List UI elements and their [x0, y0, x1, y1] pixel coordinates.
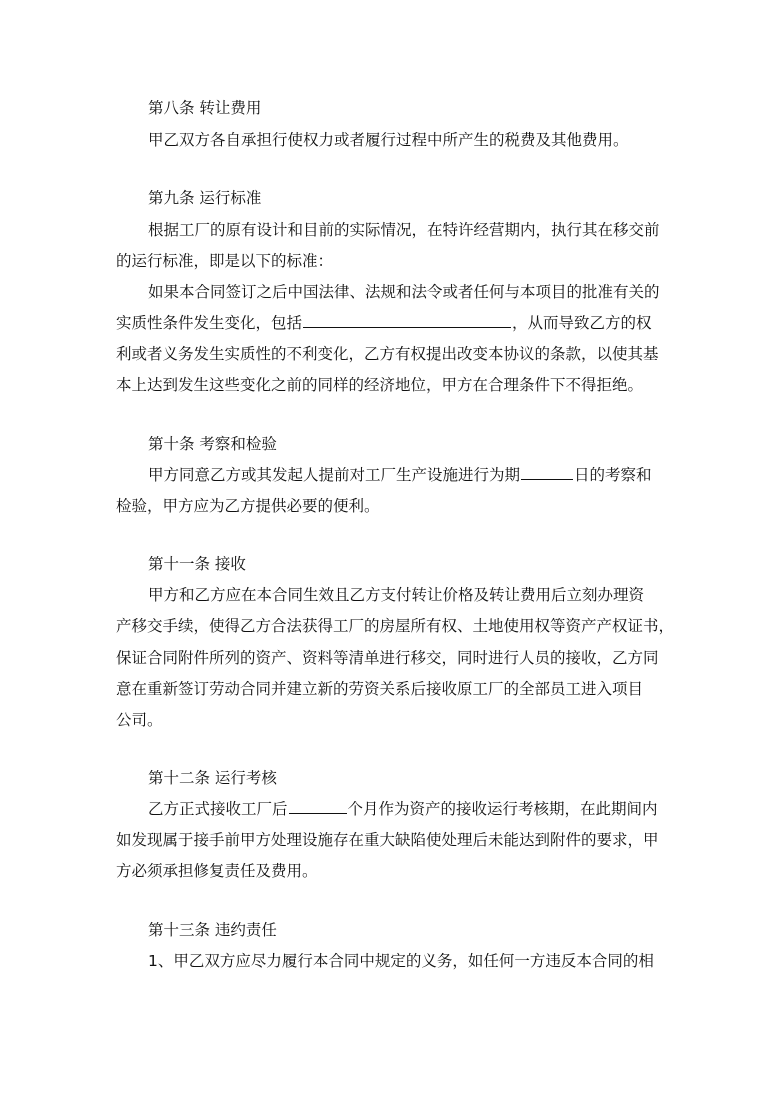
article-12-paragraph-line-3: 方必须承担修复责任及费用。 [116, 862, 318, 880]
article-8-paragraph: 甲乙双方各自承担行使权力或者履行过程中所产生的税费及其他费用。 [148, 131, 629, 149]
article-11-heading: 第十一条 接收 [148, 555, 246, 573]
article-9-paragraph-1-line-1: 根据工厂的原有设计和目前的实际情况，在特许经营期内，执行其在移交前 [148, 221, 660, 239]
article-9-paragraph-2-line-2 [116, 313, 652, 333]
article-11-paragraph-line-5: 公司。 [116, 711, 163, 729]
article-10-text-before-blank: 甲方同意乙方或其发起人提前对工厂生产设施进行为期 [148, 466, 521, 484]
fill-in-blank-days[interactable] [521, 465, 573, 480]
article-9-heading: 第九条 运行标准 [148, 189, 262, 207]
article-13-heading: 第十三条 违约责任 [148, 921, 277, 939]
article-11-paragraph-line-4: 意在重新签订劳动合同并建立新的劳资关系后接收原工厂的全部员工进入项目 [116, 680, 644, 698]
article-9-paragraph-2-line-3: 利或者义务发生实质性的不利变化，乙方有权提出改变本协议的条款，以使其基 [116, 345, 659, 363]
article-9-text-after-blank: ，从而导致乙方的权 [512, 314, 652, 332]
article-12-paragraph-line-1 [148, 799, 658, 819]
fill-in-blank-months[interactable] [289, 799, 347, 814]
article-9-paragraph-2-line-4: 本上达到发生这些变化之前的同样的经济地位，甲方在合理条件下不得拒绝。 [116, 376, 644, 394]
article-9-text-before-blank: 实质性条件发生变化，包括 [116, 314, 303, 332]
fill-in-blank-changes[interactable] [303, 313, 511, 328]
article-11-paragraph-line-2: 产移交手续，使得乙方合法获得工厂的房屋所有权、土地使用权等资产产权证书， [116, 617, 675, 635]
article-9-paragraph-1-line-2: 的运行标准，即是以下的标准： [116, 252, 334, 270]
article-10-paragraph-line-2: 检验，甲方应为乙方提供必要的便利。 [116, 497, 380, 515]
article-9-paragraph-2-line-1: 如果本合同签订之后中国法律、法规和法令或者任何与本项目的批准有关的 [148, 283, 660, 301]
article-10-text-after-blank: 日的考察和 [574, 466, 652, 484]
article-13-item-1-line-1: 1、甲乙双方应尽力履行本合同中规定的义务，如任何一方违反本合同的相 [148, 952, 654, 970]
article-10-heading: 第十条 考察和检验 [148, 435, 277, 453]
article-10-paragraph-line-1 [148, 465, 652, 485]
article-12-paragraph-line-2: 如发现属于接手前甲方处理设施存在重大缺陷使处理后未能达到附件的要求，甲 [116, 831, 659, 849]
article-8-heading: 第八条 转让费用 [148, 99, 262, 117]
article-12-text-before-blank: 乙方正式接收工厂后 [148, 800, 288, 818]
article-11-paragraph-line-3: 保证合同附件所列的资产、资料等清单进行移交，同时进行人员的接收，乙方同 [116, 649, 659, 667]
article-11-paragraph-line-1: 甲方和乙方应在本合同生效且乙方支付转让价格及转让费用后立刻办理资 [148, 586, 645, 604]
article-12-heading: 第十二条 运行考核 [148, 769, 277, 787]
article-12-text-after-blank: 个月作为资产的接收运行考核期，在此期间内 [347, 800, 658, 818]
